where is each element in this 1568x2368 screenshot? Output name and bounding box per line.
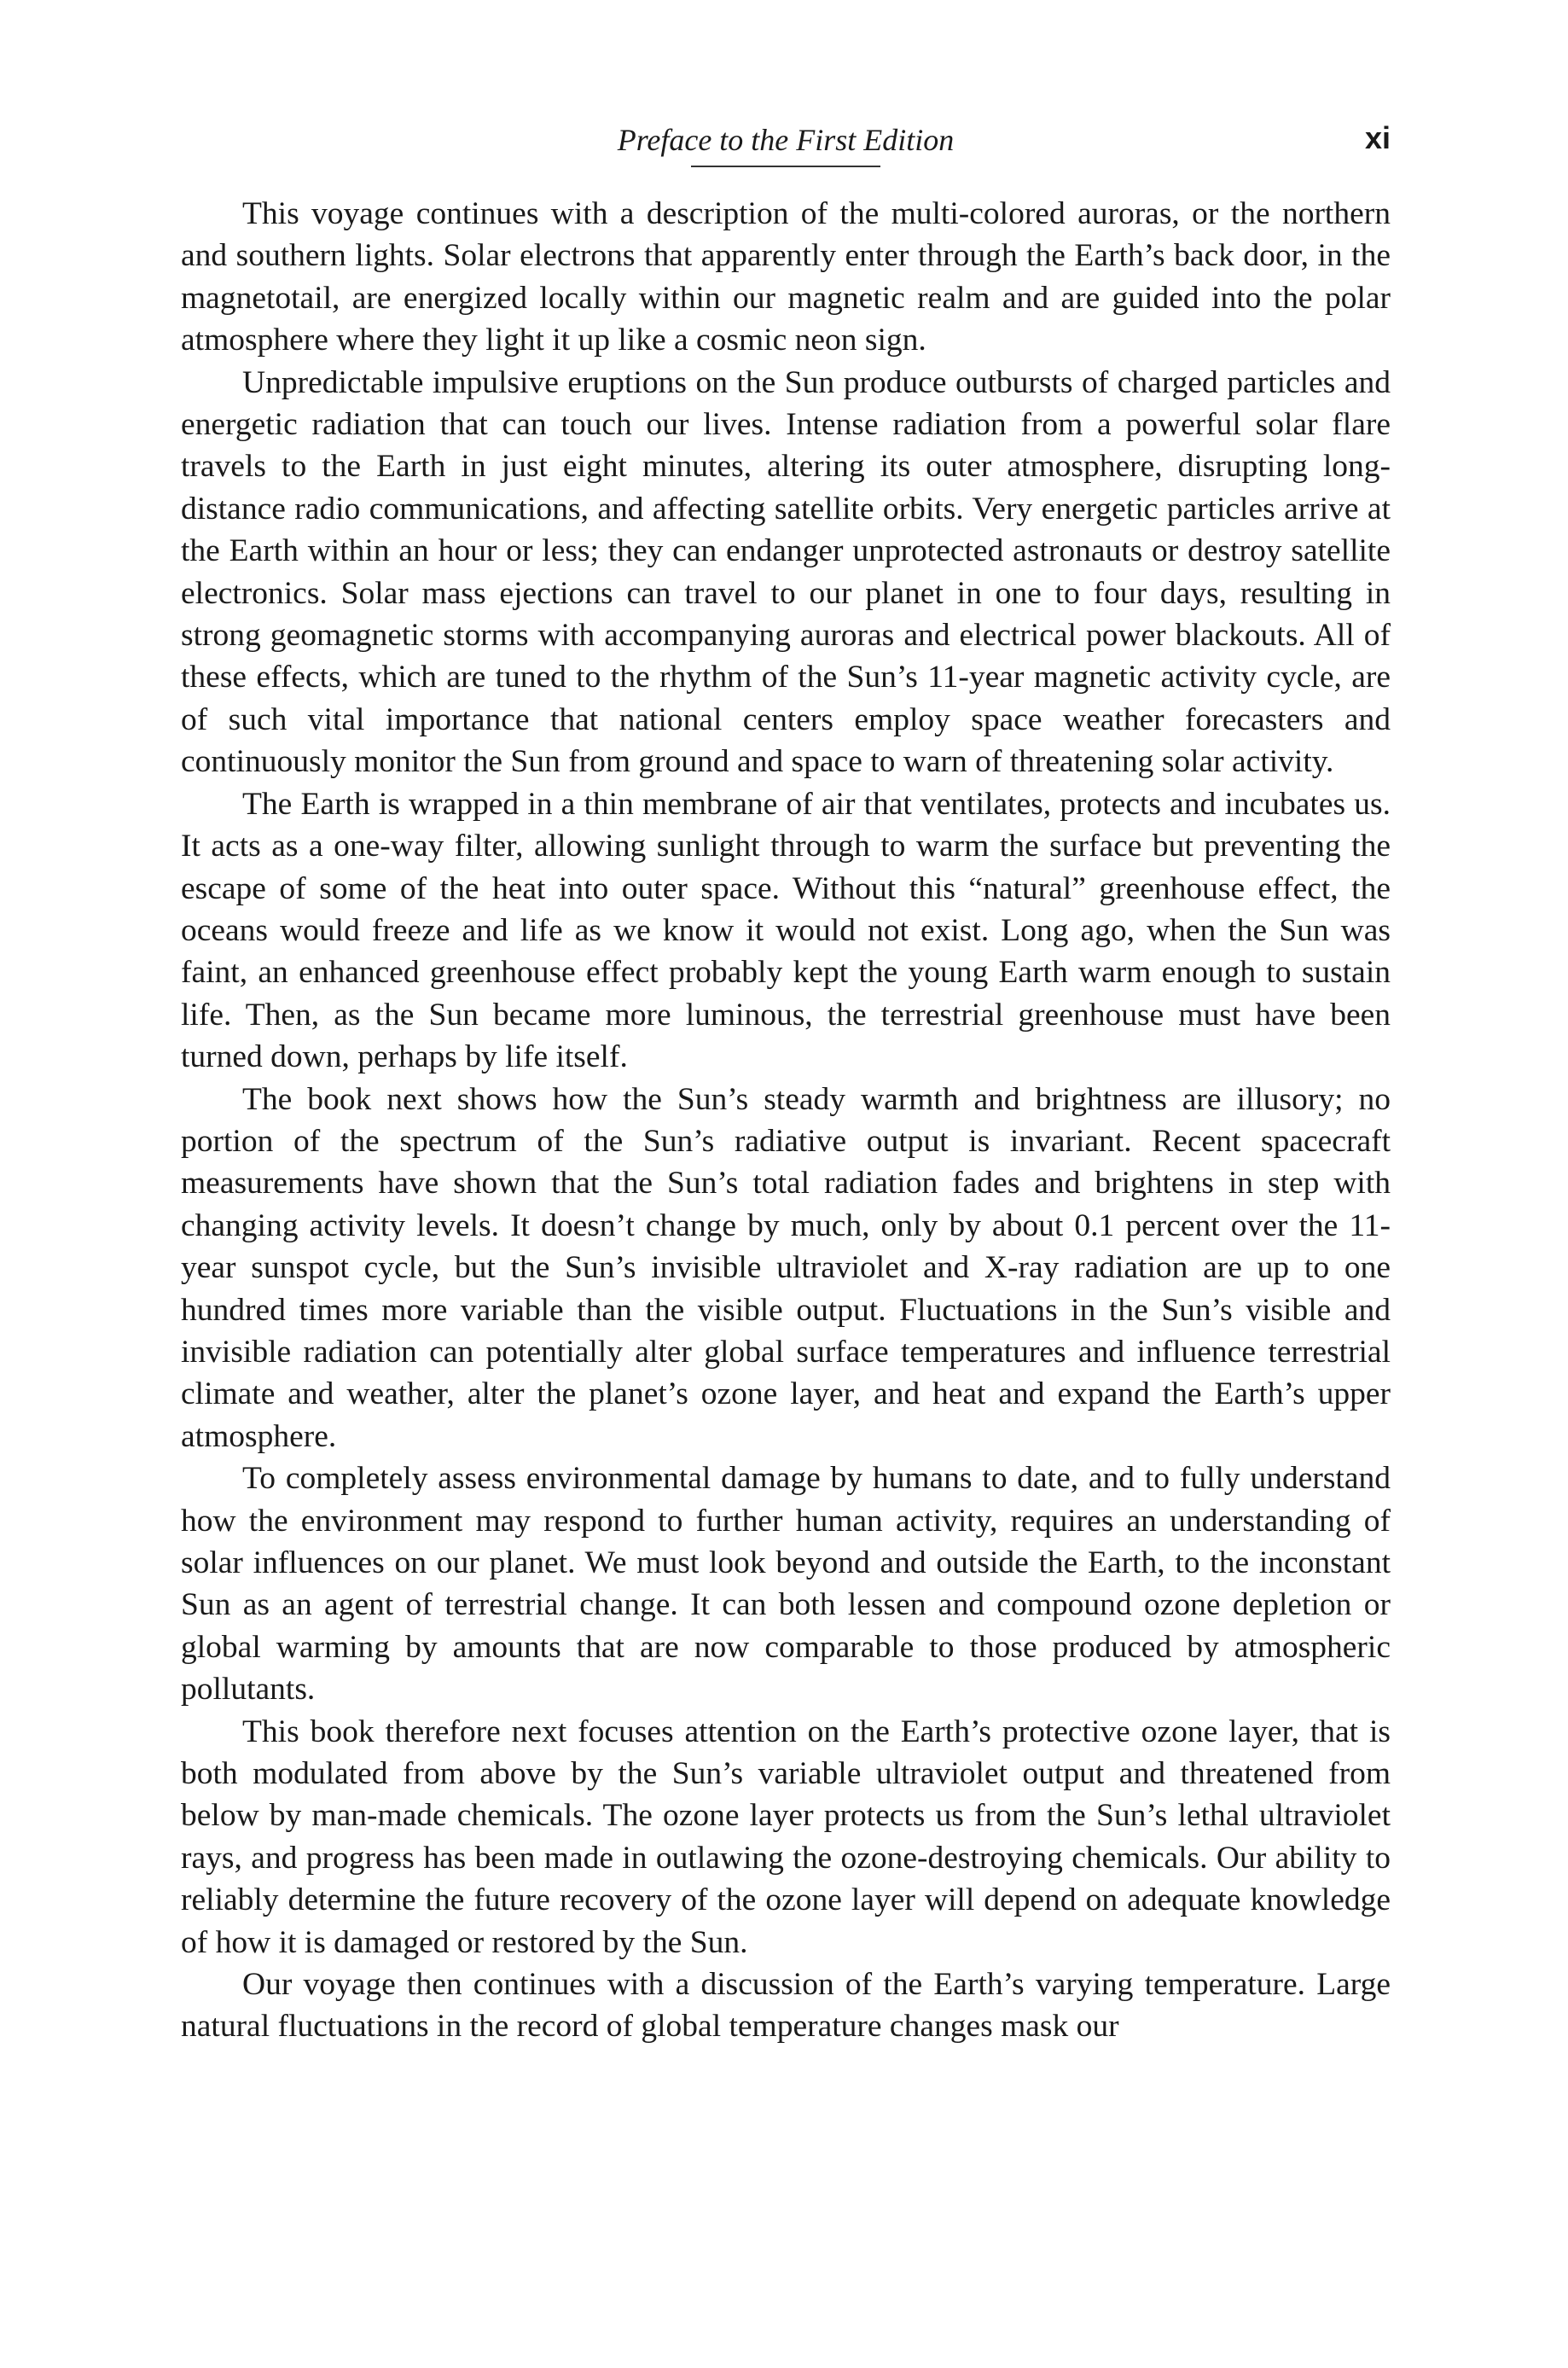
page-number: xi: [1364, 120, 1391, 155]
page-header: [181, 111, 1391, 179]
paragraph-6: This book therefore next focuses attention on the Earth’s protective ozone layer, that is both modulated from above by the Sun’s variable ultraviolet output and threatened from below by man-made chemicals. The ozone layer protects us from the Sun’s lethal ultraviolet rays, and progress has been made in outlawing the ozone-destroying chemicals. Our ability to reliably determine the future recovery of the ozone layer will depend on adequate knowledge of how it is damaged or restored by the Sun.: [181, 1713, 1391, 1960]
book-page: [181, 111, 1391, 2045]
paragraph-2: Unpredictable impulsive eruptions on the Sun produce outbursts of charged particles and energetic radiation that can touch our lives. Intense radiation from a powerful solar flare travels to the Earth in just eight minutes, altering its outer atmosphere, disrupting long-distance radio communications, and affecting satellite orbits. Very energetic particles arrive at the Earth within an hour or less; they can endanger unprotected astronauts or destroy satellite electronics. Solar mass ejections can travel to our planet in one to four days, resulting in strong geomagnetic storms with accompanying auroras and electrical power blackouts. All of these effects, which are tuned to the rhythm of the Sun’s 11-year magnetic activity cycle, are of such vital importance that national centers employ space weather forecasters and continuously monitor the Sun from ground and space to warn of threatening solar activity.: [181, 364, 1391, 780]
body-text: [181, 193, 1391, 2048]
paragraph-5: To completely assess environmental damage by humans to date, and to fully understand how the environment may respond to further human activity, requires an understanding of solar influences on our planet. We must look beyond and outside the Earth, to the inconstant Sun as an agent of terrestrial change. It can both lessen and compound ozone depletion or global warming by amounts that are now comparable to those produced by atmospheric pollutants.: [181, 1461, 1391, 1708]
paragraph-7: Our voyage then continues with a discussion of the Earth’s varying temperature. Large natural fluctuations in the record of global temperature changes mask our: [181, 1967, 1391, 2045]
paragraph-1: This voyage continues with a description of the multi-colored auroras, or the northern and southern lights. Solar electrons that apparently enter through the Earth’s back door, in the magnetotail, are energized locally within our magnetic realm and are guided into the polar atmosphere where they light it up like a cosmic neon sign.: [181, 196, 1391, 358]
running-title: Preface to the First Edition: [617, 123, 955, 157]
paragraph-4: The book next shows how the Sun’s steady warmth and brightness are illusory; no portion of the spectrum of the Sun’s radiative output is invariant. Recent spacecraft measurements have shown that the Sun’s total radiation fades and brightens in step with changing activity levels. It doesn’t change by much, only by about 0.1 percent over the 11-year sunspot cycle, but the Sun’s invisible ultraviolet and X-ray radiation are up to one hundred times more variable than the visible output. Fluctuations in the Sun’s visible and invisible radiation can potentially alter global surface temperatures and influence terrestrial climate and weather, alter the planet’s ozone layer, and heat and expand the Earth’s upper atmosphere.: [181, 1081, 1391, 1454]
paragraph-3: The Earth is wrapped in a thin membrane of air that ventilates, protects and incubates us. It acts as a one-way filter, allowing sunlight through to warm the surface but preventing the escape of some of the heat into outer space. Without this “natural” greenhouse effect, the oceans would freeze and life as we know it would not exist. Long ago, when the Sun was faint, an enhanced greenhouse effect probably kept the young Earth warm enough to sustain life. Then, as the Sun became more luminous, the terrestrial greenhouse must have been turned down, perhaps by life itself.: [181, 786, 1391, 1075]
header-rule: [691, 166, 880, 167]
